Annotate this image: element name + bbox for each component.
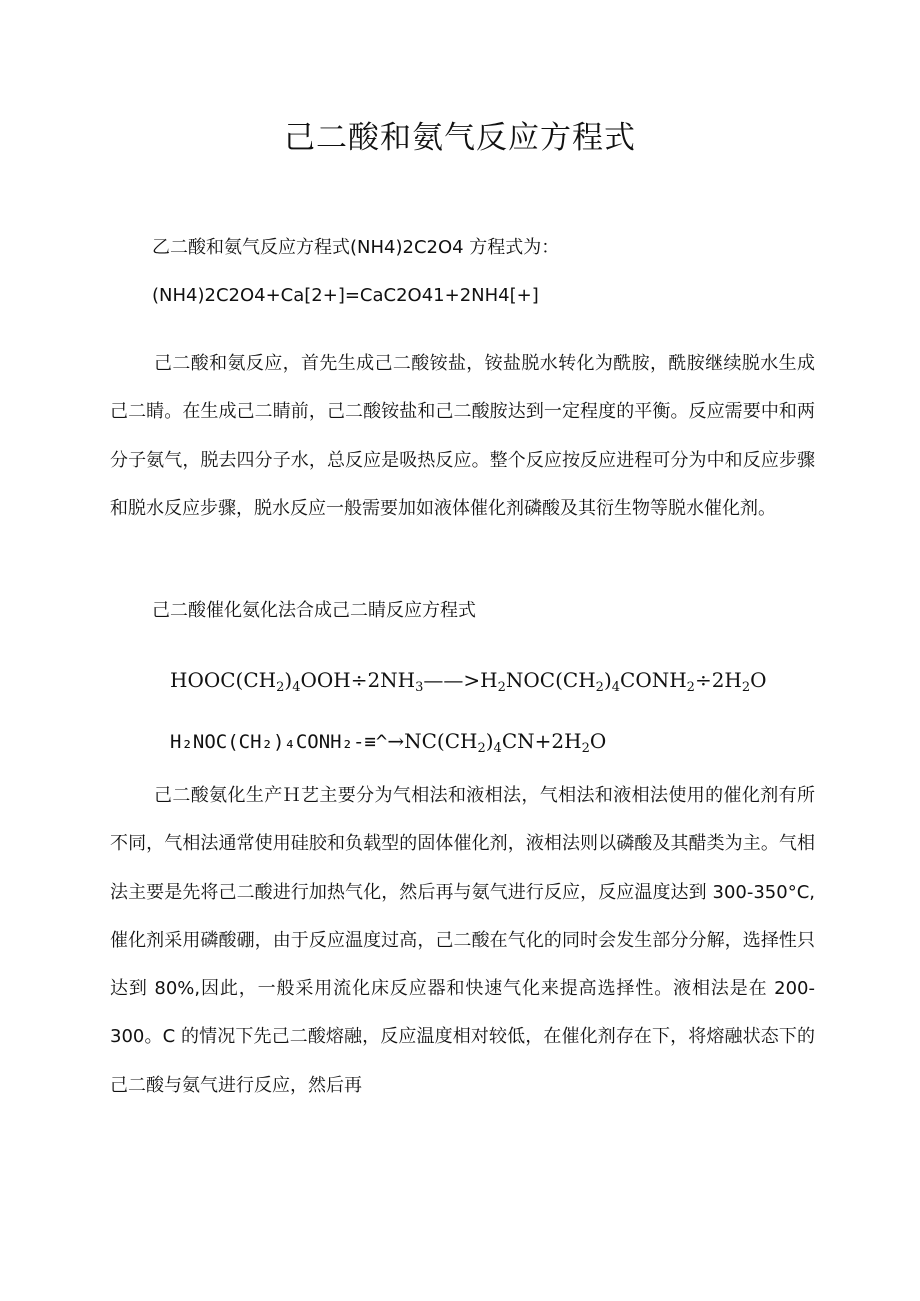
paragraph-1: 己二酸和氨反应，首先生成己二酸铵盐，铵盐脱水转化为酰胺，酰胺继续脱水生成己二睛。在生成己二睛前，己二酸铵盐和己二酸胺达到一定程度的平衡。反应需要中和两分子氨气，脱去四分子水，总反应是吸热反应。整个反应按反应进程可分为中和反应步骤和脱水反应步骤，脱水反应一般需要加如液体催化剂磷酸及其衍生物等脱水催化剂。 [110, 353, 815, 519]
paragraph-2: 己二酸氨化生产Ｈ艺主要分为气相法和液相法，气相法和液相法使用的催化剂有所不同，气相法通常使用硅胶和负载型的固体催化剂，液相法则以磷酸及其醋类为主。气相法主要是先将己二酸进行加热气化，然后再与氨气进行反应，反应温度达到 300-350°C,催化剂采用磷酸硼，由于反应温度过高，己二酸在气化的同时会发生部分分解，选择性只达到 80%,因此，一般采用流化床反应器和快速气化来提高选择性。液相法是在 200-300。C 的情况下先己二酸熔融，反应温度相对较低，在催化剂存在下，将熔融状态下的己二酸与氨气进行反应，然后再 [110, 785, 815, 1096]
equation-1: $HOOC(CH_2)_4OOH\div 2NH_3——>H_2NOC(CH_2)_4CONH_2\div 2H_2O$ [170, 668, 767, 695]
intro-line: 乙二酸和氨气反应方程式(NH4)2C2O4 方程式为： [152, 237, 560, 258]
document-title: 己二酸和氨气反应方程式 [284, 120, 636, 156]
subheading: 己二酸催化氨化法合成己二睛反应方程式 [152, 600, 476, 621]
intro-equation: (NH4)2C2O4+Ca[2+]=CaC2O41+2NH4[+] [152, 285, 539, 306]
equation-2: $H_2NOC(CH_2)_4CONH_2-\equiv\^{}\to NC(CH_2)_4CN+2H_2O$ [170, 729, 607, 756]
